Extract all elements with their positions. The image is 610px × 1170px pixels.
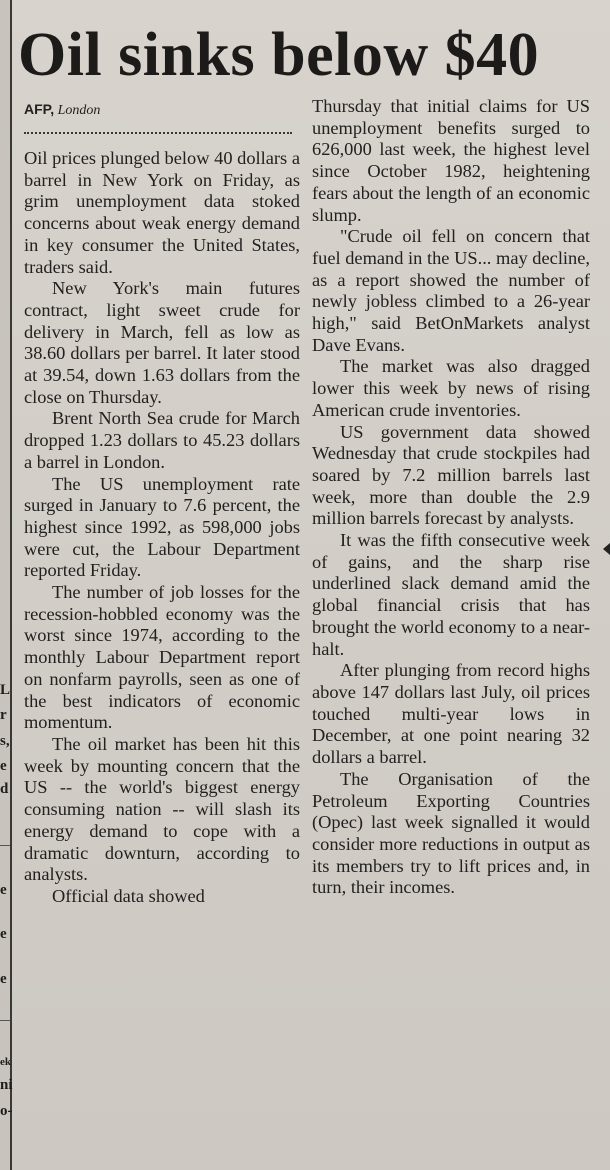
margin-fragment: e bbox=[0, 926, 7, 942]
left-column bbox=[24, 96, 300, 908]
paragraph: Brent North Sea crude for March dropped 1.23 dollars to 45.23 dollars a barrel in London. bbox=[24, 408, 300, 472]
paragraph: It was the fifth consecutive week of gains, and the sharp rise underlined slack demand amid the global financial crisis that has brought the world economy to a near-halt. bbox=[312, 530, 590, 659]
paragraph: The Organisation of the Petroleum Exporting Countries (Opec) last week signalled it would consider more reductions in output as its members try to lift prices and, in turn, their incomes. bbox=[312, 768, 590, 898]
margin-fragment: e bbox=[0, 971, 7, 987]
byline bbox=[24, 100, 300, 118]
margin-fragment: L bbox=[0, 682, 11, 698]
page-edge-marker bbox=[603, 543, 610, 555]
headline: Oil sinks below $40 bbox=[18, 21, 540, 89]
paragraph: The oil market has been hit this week by mounting concern that the US -- the world's biggest energy consuming nation -- will slash its energy demand to cope with a dramatic downturn, according to analysts. bbox=[24, 733, 300, 885]
column-rule bbox=[10, 0, 12, 1170]
margin-divider bbox=[0, 845, 10, 846]
margin-fragment: r bbox=[0, 707, 7, 723]
paragraph: Oil prices plunged below 40 dollars a barrel in New York on Friday, as grim unemployment data stoked concerns about weak energy demand in key consumer the United States, traders said. bbox=[24, 148, 300, 277]
paragraph: "Crude oil fell on concern that fuel demand in the US... may decline, as a report showed the number of newly jobless climbed to a 26-year high," said BetOnMarkets analyst Dave Evans. bbox=[312, 226, 590, 355]
paragraph: After plunging from record highs above 147 dollars last July, oil prices touched multi-year lows in December, at one point nearing 32 dollars a barrel. bbox=[312, 660, 590, 768]
paragraph: The number of job losses for the recession-hobbled economy was the worst since 1974, according to the monthly Labour Department report on nonfarm payrolls, seen as one of the best indicators of economic momentum. bbox=[24, 582, 300, 733]
paragraph: Thursday that initial claims for US unemployment benefits surged to 626,000 last week, the highest level since October 1982, heightening fears about the length of an economic slump. bbox=[312, 96, 590, 225]
paragraph: The market was also dragged lower this week by news of rising American crude inventories. bbox=[312, 356, 590, 420]
margin-fragment: s, bbox=[0, 733, 10, 749]
margin-fragment: e bbox=[0, 882, 7, 898]
margin-fragment: o- bbox=[0, 1103, 13, 1119]
margin-fragment: d bbox=[0, 781, 9, 797]
margin-fragment: e bbox=[0, 758, 7, 774]
byline-agency: AFP, bbox=[24, 101, 55, 117]
byline-divider bbox=[24, 132, 292, 134]
paragraph: New York's main futures contract, light sweet crude for delivery in March, fell as low as 38.60 dollars per barrel. It later stood at 39.54, down 1.63 dollars from the close on Thursday. bbox=[24, 278, 300, 407]
paragraph: The US unemployment rate surged in January to 7.6 percent, the highest since 1992, as 598,000 jobs were cut, the Labour Department reported Friday. bbox=[24, 473, 300, 581]
byline-city: London bbox=[57, 103, 101, 118]
paragraph: US government data showed Wednesday that crude stockpiles had soared by 7.2 million barrels last week, more than double the 2.9 million barrels forecast by analysts. bbox=[312, 421, 590, 529]
right-column bbox=[312, 96, 590, 899]
paragraph: Official data showed bbox=[52, 885, 205, 906]
margin-fragment: ek bbox=[0, 1056, 11, 1068]
margin-divider bbox=[0, 1020, 10, 1021]
margin-fragment: ni bbox=[0, 1077, 13, 1093]
